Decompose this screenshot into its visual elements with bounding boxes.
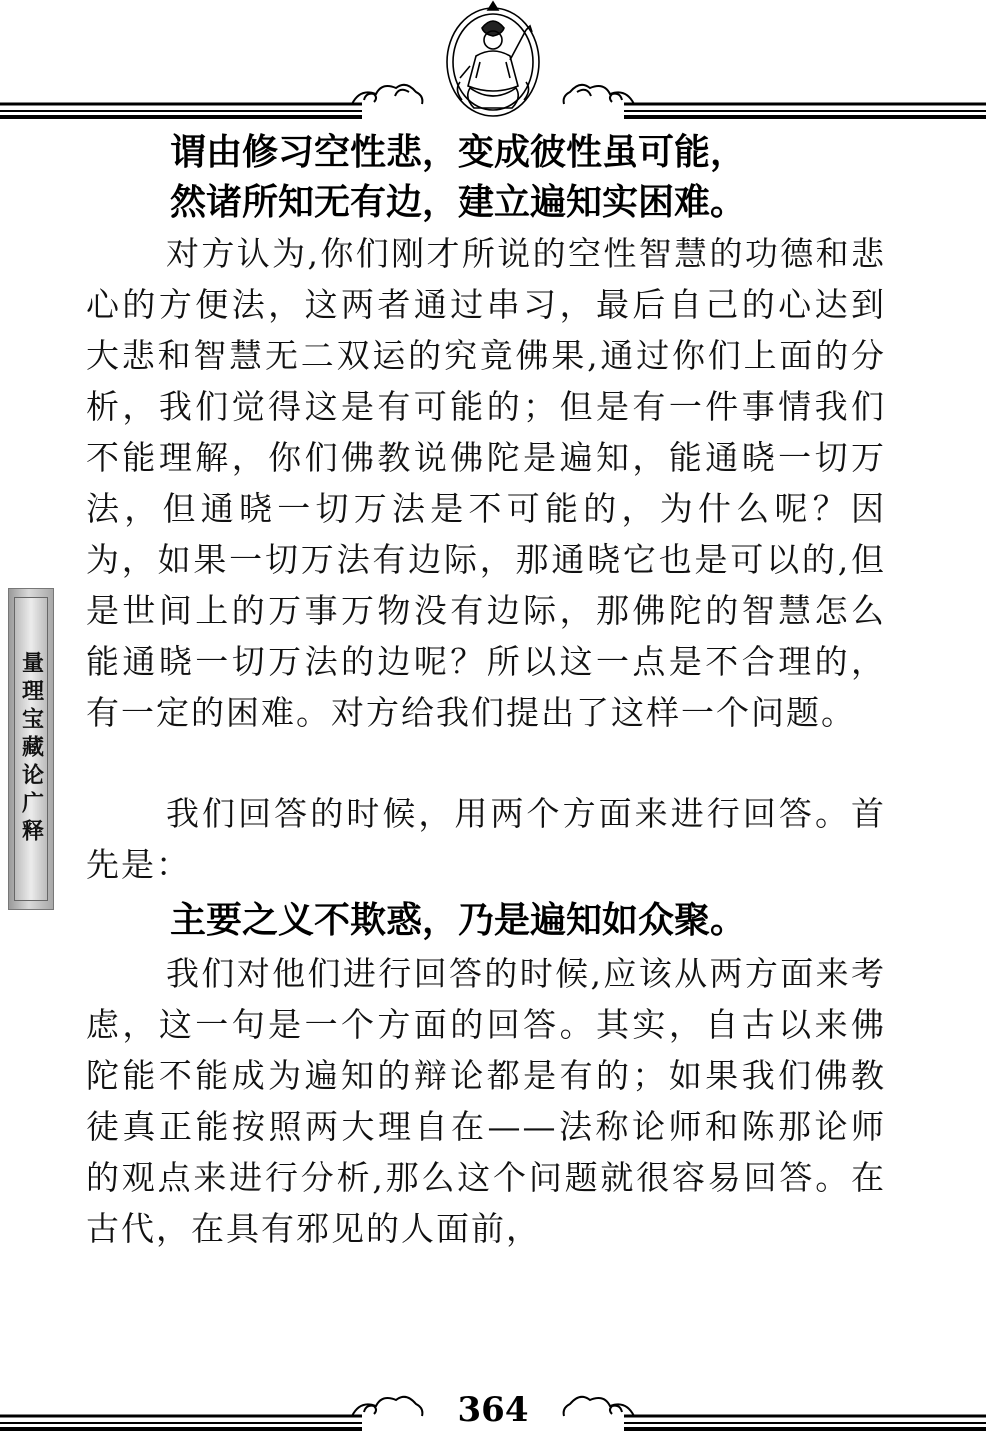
page-number: 364 [457,1390,529,1430]
verse-line-2: 然诸所知无有边，建立遍知实困难。 [170,182,747,223]
header-rule-left [0,104,362,117]
header-rule-right [624,104,986,117]
paragraph-gap [86,738,886,788]
paragraph-1: 对方认为,你们刚才所说的空性智慧的功德和悲心的方便法，这两者通过串习，最后自己的心达到大悲和智慧无二双运的究竟佛果,通过你们上面的分析，我们觉得这是有可能的；但是有一件事情我们不能理解，你们佛教说佛陀是遍知，能通晓一切万法，但通晓一切万法是不可能的，为什么呢？因为，如果一切万法有边际，那通晓它也是可以的,但是世间上的万事万物没有边际，那佛陀的智慧怎么能通晓一切万法的边呢？所以这一点是不合理的，有一定的困难。对方给我们提出了这样一个问题。 [86,234,886,732]
page-content [86,128,886,1254]
paragraph-2: 我们回答的时候，用两个方面来进行回答。首先是： [86,794,886,884]
verse-line-1: 谓由修习空性悲，变成彼性虽可能， [170,132,747,173]
side-tab-inner [14,597,48,901]
paragraph-3: 我们对他们进行回答的时候,应该从两方面来考虑，这一句是一个方面的回答。其实，自古以来佛陀能不能成为遍知的辩论都是有的；如果我们佛教徒真正能按照两大理自在——法称论师和陈那论师的观点来进行分析,那么这个问题就很容易回答。在古代，在具有邪见的人面前， [86,954,886,1248]
book-title: 量理宝藏论广释 [18,651,44,847]
header-ornament [0,0,986,130]
cloud-ornament-icon [352,85,634,104]
side-book-title-tab [8,588,54,910]
verse-line-3: 主要之义不欺惑，乃是遍知如众聚。 [170,900,747,941]
verse-block-2 [86,896,886,946]
verse-block-1 [86,128,886,228]
deity-figure-icon [447,2,539,116]
